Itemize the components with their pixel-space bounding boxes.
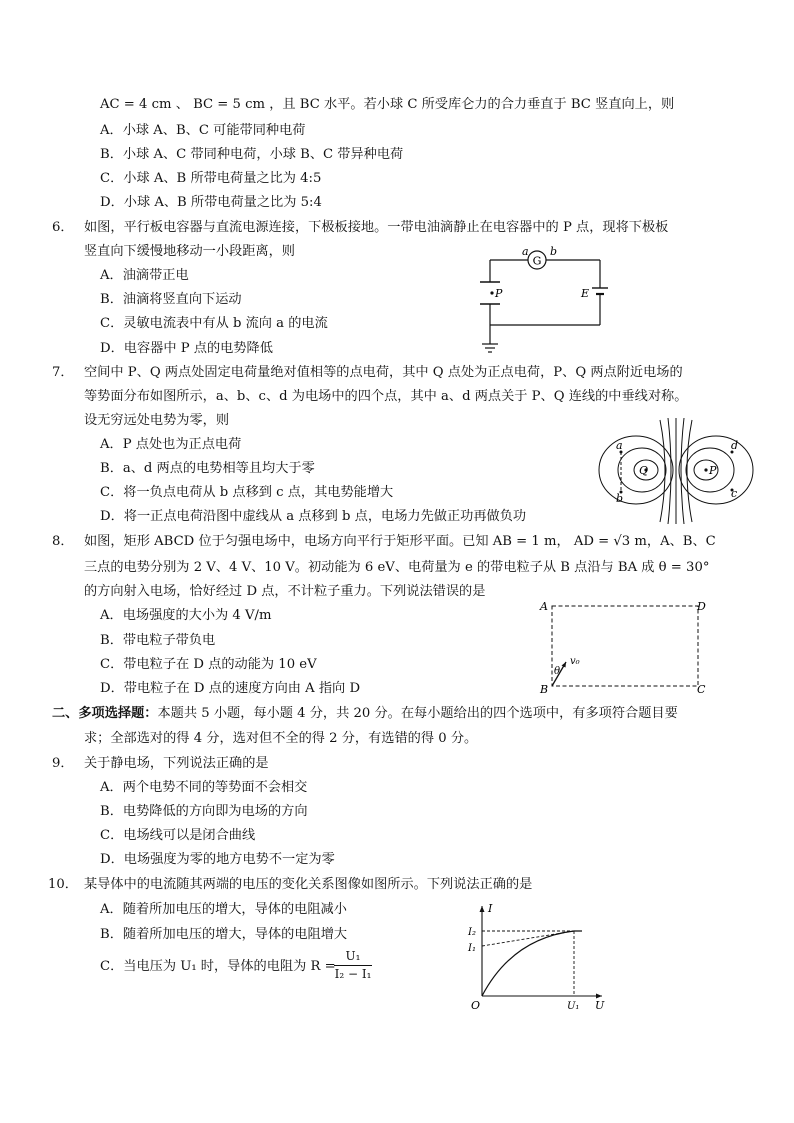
q5-option-c: C．小球 A、B 所带电荷量之比为 4:5 bbox=[100, 171, 322, 186]
iu-graph-figure bbox=[462, 898, 610, 1014]
equipotential-figure bbox=[596, 416, 768, 526]
q6-stem-line2: 竖直向下缓慢地移动一小段距离，则 bbox=[84, 244, 295, 259]
rectangle-abcd-figure bbox=[536, 596, 716, 700]
q6-number: 6． bbox=[52, 220, 74, 235]
fig8-label-C: C bbox=[697, 683, 706, 696]
rectangle-abcd bbox=[552, 606, 698, 686]
q10-option-c: C．当电压为 U₁ 时，导体的电阻为 R = bbox=[100, 959, 336, 974]
q8-option-b: B．带电粒子带负电 bbox=[100, 633, 216, 648]
q9-stem: 关于静电场，下列说法正确的是 bbox=[84, 756, 269, 771]
fig6-label-a: a bbox=[522, 245, 529, 258]
q9-option-c: C．电场线可以是闭合曲线 bbox=[100, 828, 256, 843]
formula-numerator: U₁ bbox=[334, 949, 372, 966]
fig8-label-A: A bbox=[540, 600, 548, 613]
q6-option-c: C．灵敏电流表中有从 b 流向 a 的电流 bbox=[100, 316, 328, 331]
q9-option-b: B．电势降低的方向即为电场的方向 bbox=[100, 804, 308, 819]
fig7-label-a: a bbox=[616, 439, 623, 452]
q10-number: 10． bbox=[48, 877, 78, 892]
q8-stem-line3: 的方向射入电场，恰好经过 D 点，不计粒子重力。下列说法错误的是 bbox=[84, 584, 486, 599]
q8-option-a: A．电场强度的大小为 4 V/m bbox=[100, 608, 272, 623]
q7-option-c: C．将一负点电荷从 b 点移到 c 点，其电势能增大 bbox=[100, 485, 394, 500]
q9-number: 9． bbox=[52, 756, 74, 771]
section2-header bbox=[52, 705, 678, 723]
fig7-label-b: b bbox=[616, 492, 624, 505]
q6-option-d: D．电容器中 P 点的电势降低 bbox=[100, 341, 273, 356]
fig8-label-D: D bbox=[697, 600, 706, 613]
fig8-label-B: B bbox=[540, 683, 549, 696]
section2-desc-cont: 求；全部选对的得 4 分，选对但不全的得 2 分，有选错的得 0 分。 bbox=[84, 731, 478, 746]
section2-desc: 本题共 5 小题，每小题 4 分，共 20 分。在每小题给出的四个选项中，有多项符合题目要 bbox=[157, 706, 678, 721]
q8-stem-line2: 三点的电势分别为 2 V、4 V、10 V。初动能为 6 eV、电荷量为 e 的带电粒子从 B 点沿与 BA 成 θ = 30° bbox=[84, 560, 710, 575]
fig6-label-b: b bbox=[550, 245, 558, 258]
fig10-label-I1: I₁ bbox=[468, 943, 476, 954]
fig6-label-E: E bbox=[581, 287, 590, 300]
q10-option-b: B．随着所加电压的增大，导体的电阻增大 bbox=[100, 927, 348, 942]
q7-stem-line1: 空间中 P、Q 两点处固定电荷量绝对值相等的点电荷，其中 Q 点处为正点电荷，P、Q 两点附近电场的 bbox=[84, 365, 683, 380]
q8-stem-line1: 如图，矩形 ABCD 位于匀强电场中，电场方向平行于矩形平面。已知 AB = 1 m， AD = √3 m，A、B、C bbox=[84, 534, 716, 549]
q6-option-b: B．油滴将竖直向下运动 bbox=[100, 292, 242, 307]
q6-stem-line1: 如图，平行板电容器与直流电源连接，下极板接地。一带电油滴静止在电容器中的 P 点，现将下极板 bbox=[84, 220, 669, 235]
q7-option-b: B．a、d 两点的电势相等且均大于零 bbox=[100, 461, 315, 476]
q5-option-d: D．小球 A、B 所带电荷量之比为 5:4 bbox=[100, 195, 322, 210]
q7-stem-line3: 设无穷远处电势为零，则 bbox=[84, 413, 230, 428]
q8-option-d: D．带电粒子在 D 点的速度方向由 A 指向 D bbox=[100, 681, 361, 696]
q7-stem-line2: 等势面分布如图所示，a、b、c、d 为电场中的四个点，其中 a、d 两点关于 P、Q 连线的中垂线对称。 bbox=[84, 389, 688, 404]
fig10-label-U: U bbox=[595, 999, 605, 1012]
q5-option-b: B．小球 A、C 带同种电荷，小球 B、C 带异种电荷 bbox=[100, 147, 404, 162]
q10-option-a: A．随着所加电压的增大，导体的电阻减小 bbox=[100, 902, 347, 917]
fig10-label-U1: U₁ bbox=[567, 1001, 580, 1012]
iu-curve bbox=[482, 931, 582, 996]
fig7-label-Q: Q bbox=[639, 464, 649, 477]
q7-option-a: A．P 点处也为正点电荷 bbox=[100, 437, 242, 452]
q8-number: 8． bbox=[52, 534, 74, 549]
q7-number: 7． bbox=[52, 365, 74, 380]
q10-stem: 某导体中的电流随其两端的电压的变化关系图像如图所示。下列说法正确的是 bbox=[84, 877, 533, 892]
q5-stem-cont: AC = 4 cm 、 BC = 5 cm ，且 BC 水平。若小球 C 所受库仑力的合力垂直于 BC 竖直向上，则 bbox=[100, 97, 675, 112]
point-p-dot bbox=[490, 291, 493, 294]
fig8-label-v0: v₀ bbox=[570, 656, 580, 667]
fig7-label-P: P bbox=[709, 464, 717, 477]
q5-option-a: A．小球 A、B、C 可能带同种电荷 bbox=[100, 123, 306, 138]
q8-option-c: C．带电粒子在 D 点的动能为 10 eV bbox=[100, 657, 317, 672]
galvanometer-label: G bbox=[532, 254, 542, 268]
section2-title: 二、多项选择题： bbox=[52, 706, 158, 721]
fig8-label-theta: θ bbox=[554, 666, 561, 677]
q9-option-a: A．两个电势不同的等势面不会相交 bbox=[100, 780, 308, 795]
q7-option-d: D．将一正点电荷沿图中虚线从 a 点移到 b 点，电场力先做正功再做负功 bbox=[100, 509, 527, 524]
q10-formula bbox=[334, 949, 372, 982]
fig10-label-O: O bbox=[471, 999, 481, 1012]
fig10-label-I: I bbox=[488, 902, 493, 915]
fig7-label-c: c bbox=[731, 487, 738, 500]
q9-option-d: D．电场强度为零的地方电势不一定为零 bbox=[100, 852, 335, 867]
capacitor-circuit-figure bbox=[470, 244, 620, 360]
q6-option-a: A．油滴带正电 bbox=[100, 268, 189, 283]
fig6-label-P: P bbox=[495, 287, 503, 300]
fig10-label-I2: I₂ bbox=[468, 927, 476, 938]
formula-denominator: I₂ − I₁ bbox=[334, 967, 372, 981]
fig7-label-d: d bbox=[731, 439, 739, 452]
